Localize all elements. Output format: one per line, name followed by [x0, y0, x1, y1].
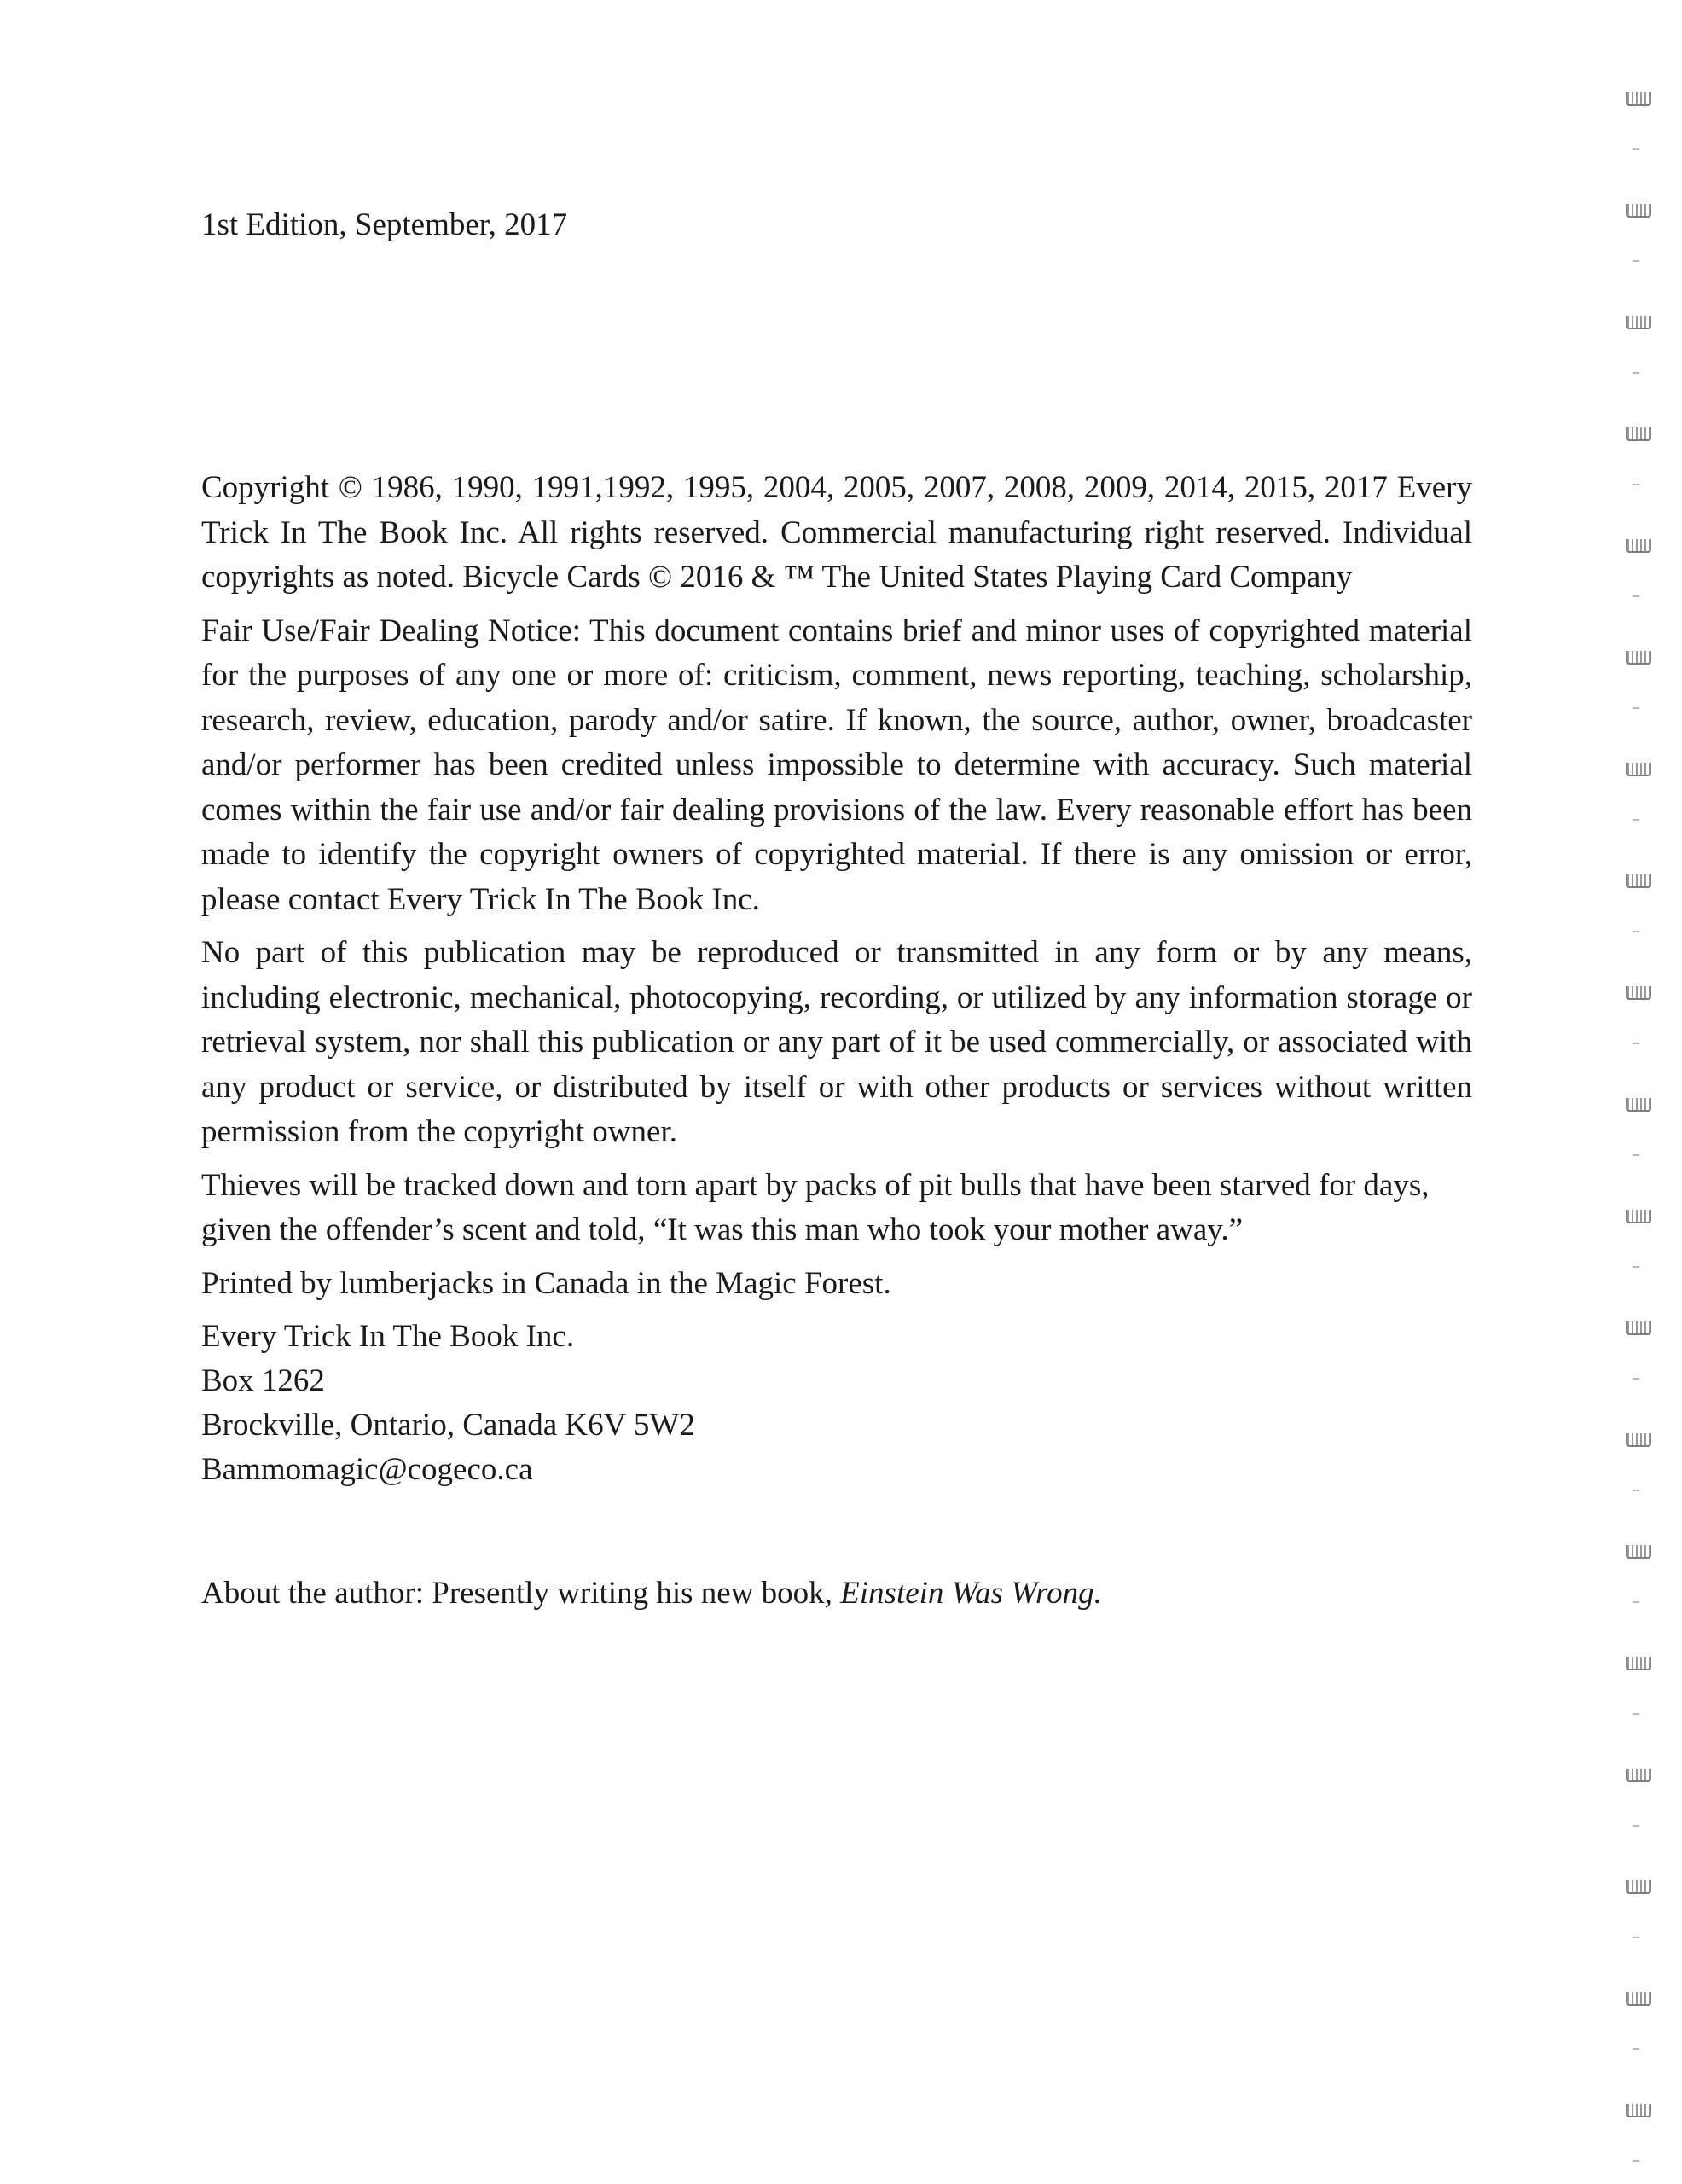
binding-tick: [1633, 1266, 1639, 1268]
binding-hole: [1626, 2104, 1651, 2117]
binding-tick: [1633, 1713, 1639, 1715]
book-title: Einstein Was Wrong.: [840, 1576, 1102, 1611]
legal-text-block: [201, 466, 1472, 1492]
binding-hole: [1626, 539, 1651, 553]
binding-hole: [1626, 1210, 1651, 1223]
binding-hole: [1626, 1880, 1651, 1894]
binding-tick: [1633, 2048, 1639, 2050]
binding-tick: [1633, 931, 1639, 932]
binding-tick: [1633, 819, 1639, 821]
binding-hole: [1626, 874, 1651, 888]
binding-hole: [1626, 1433, 1651, 1447]
binding-tick: [1633, 260, 1639, 262]
binding-hole: [1626, 1657, 1651, 1670]
copyright-notice: Copyright © 1986, 1990, 1991,1992, 1995, 2004, 2005, 2007, 2008, 2009, 2014, 2015, 2017 Every Trick In The Book Inc. All rights reserved. Commercial manufacturing right reserved. Individual copyrights as noted. Bicycle Cards © 2016 & ™ The United States Playing Card Company: [201, 470, 1472, 595]
address-box: Box 1262: [201, 1363, 325, 1398]
binding-tick: [1633, 1378, 1639, 1380]
thieves-warning: Thieves will be tracked down and torn apart by packs of pit bulls that have been starved for days, given the offender’s scent and told, “It was this man who took your mother away.”: [201, 1167, 1430, 1247]
binding-tick: [1633, 707, 1639, 709]
address-email: Bammomagic@cogeco.ca: [201, 1452, 533, 1487]
binding-hole: [1626, 1545, 1651, 1559]
reproduction-notice: No part of this publication may be reproduced or transmitted in any form or by any means, including electronic, mechanical, photocopying, recording, or utilized by any information storage or retrieval system, nor shall this publication or any part of it be used commercially, or associated with any product or service, or distributed by itself or with other products or services without written permission from the copyright owner.: [201, 935, 1472, 1149]
binding-tick: [1633, 1601, 1639, 1603]
binding-hole: [1626, 316, 1651, 329]
spiral-binding-edge: [1605, 0, 1682, 2184]
binding-tick: [1633, 595, 1639, 597]
binding-tick: [1633, 372, 1639, 374]
binding-tick: [1633, 1490, 1639, 1491]
about-author: [201, 1571, 1102, 1616]
edition-line: 1st Edition, September, 2017: [201, 207, 568, 242]
binding-tick: [1633, 484, 1639, 485]
binding-hole: [1626, 92, 1651, 106]
binding-hole: [1626, 204, 1651, 218]
binding-hole: [1626, 1769, 1651, 1782]
binding-hole: [1626, 1098, 1651, 1112]
about-author-text: About the author: Presently writing his new book,: [201, 1576, 841, 1611]
publisher-address: [201, 1315, 1472, 1492]
binding-tick: [1633, 2160, 1639, 2162]
binding-tick: [1633, 1825, 1639, 1827]
fair-use-notice: Fair Use/Fair Dealing Notice: This document contains brief and minor uses of copyrighted material for the purposes of any one or more of: criticism, comment, news reporting, teaching, scholarship, research, review, education, parody and/or satire. If known, the source, author, owner, broadcaster and/or performer has been credited unless impossible to determine with accuracy. Such material comes within the fair use and/or fair dealing provisions of the law. Every reasonable effort has been made to identify the copyright owners of copyrighted material. If there is any omission or error, please contact Every Trick In The Book Inc.: [201, 613, 1472, 917]
binding-hole: [1626, 986, 1651, 1000]
binding-tick: [1633, 148, 1639, 150]
address-company: Every Trick In The Book Inc.: [201, 1319, 575, 1354]
printed-note: Printed by lumberjacks in Canada in the Magic Forest.: [201, 1265, 891, 1301]
binding-hole: [1626, 427, 1651, 441]
binding-hole: [1626, 1992, 1651, 2006]
binding-tick: [1633, 1154, 1639, 1156]
binding-hole: [1626, 651, 1651, 665]
binding-hole: [1626, 763, 1651, 776]
address-city: Brockville, Ontario, Canada K6V 5W2: [201, 1408, 695, 1443]
binding-tick: [1633, 1043, 1639, 1044]
binding-tick: [1633, 1937, 1639, 1938]
binding-hole: [1626, 1321, 1651, 1335]
